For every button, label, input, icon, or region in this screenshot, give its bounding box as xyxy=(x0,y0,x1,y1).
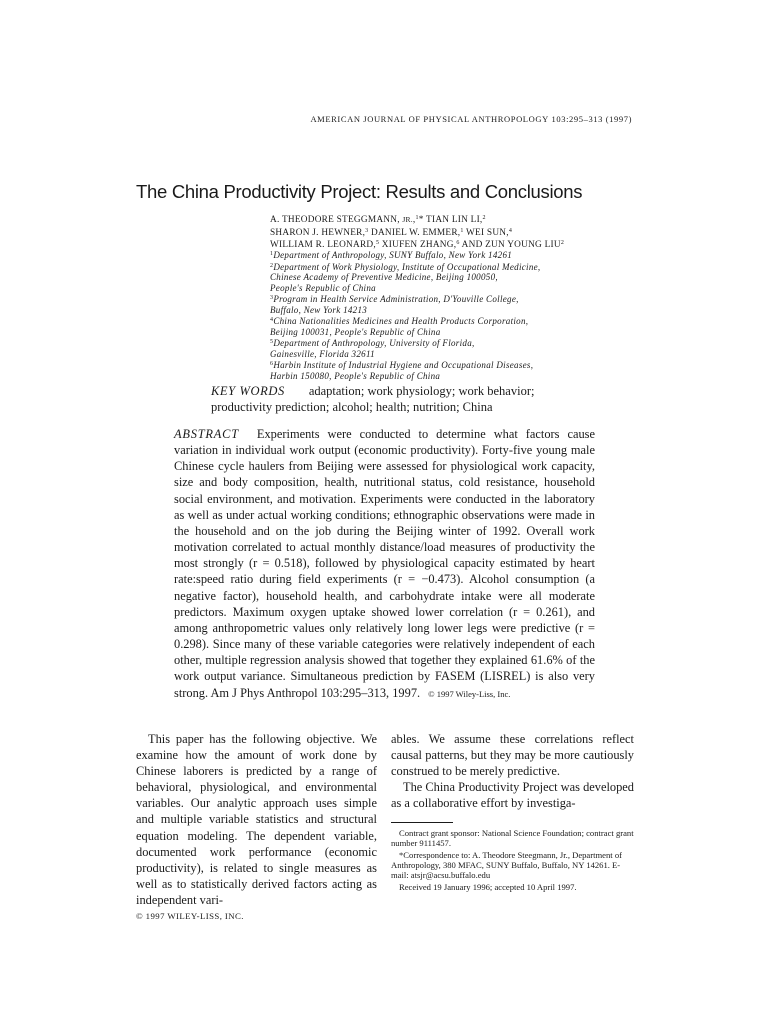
affiliation-line xyxy=(270,293,650,305)
affiliation-line xyxy=(270,272,650,283)
author-line-2 xyxy=(270,226,690,239)
author-name: AND ZUN YOUNG LIU xyxy=(459,240,561,251)
keywords-text: productivity prediction; alcohol; health; nutrition; China xyxy=(211,400,493,414)
keywords-label: KEY WORDS xyxy=(211,384,285,398)
affiliation-list xyxy=(270,249,650,381)
affiliation-line xyxy=(270,305,650,316)
body-column-left: This paper has the following objective. We examine how the amount of work done by Chinese laborers is predicted by a range of behavioral, physiological, and environmental variables. Our analytic approach uses simple and multiple variable statistics and structural equation modeling. The dependent variable, documented work performance (economic productivity), is related to single measures as well as to statistically derived factors acting as independent vari- xyxy=(136,732,377,907)
affiliation-line xyxy=(270,249,650,261)
keywords-line-1 xyxy=(211,383,571,399)
abstract-label: ABSTRACT xyxy=(174,427,239,441)
author-line-1 xyxy=(270,213,690,226)
affiliation-number: 4 xyxy=(270,317,274,323)
affiliation-number: 5 xyxy=(270,339,274,345)
affiliation-text: Department of Work Physiology, Institute of Occupational Medicine, xyxy=(273,261,541,272)
affiliation-marker: 1 xyxy=(415,215,419,221)
author-list xyxy=(270,213,690,251)
affiliation-number: 6 xyxy=(270,361,274,367)
affiliation-line xyxy=(270,371,650,382)
abstract-text: Experiments were conducted to determine what factors cause variation in individual work output (economic productivity). Forty-five young male Chinese cycle haulers from Beijing were assessed for physiological work capacity, size and body composition, health, nutritional status, cold resistance, household social environment, and motivation. Experiments were conducted in the laboratory as well as under actual working conditions; ethnographic observations were made in the household and on the job during the Beijing winter of 1992. Overall work motivation correlated to actual monthly distance/load measures of productivity the most strongly (r = 0.518), followed by physiological capacity estimated by heart rate:speed ratio during field experiments (r = −0.473). Alcohol consumption (a negative factor), household health, and carbohydrate intake were all moderate predictors. Maximum oxygen uptake showed lower correlation (r = 0.261), and among anthropometric values only relatively long lower legs were predictive (r = 0.298). Since many of these variable categories were relatively independent of each other, multiple regression analysis showed that together they explained 61.6% of the work output variance. Simultaneous prediction by FASEM (LISREL) is also very strong. Am J Phys Anthropol 103:295–313, 1997. xyxy=(174,427,595,700)
affiliation-text: Buffalo, New York 14213 xyxy=(270,304,368,315)
footnote-received: Received 19 January 1996; accepted 10 April 1997. xyxy=(399,882,577,893)
body-column-right xyxy=(391,731,634,811)
author-name: DANIEL W. EMMER, xyxy=(368,227,461,238)
footnote-grant: Contract grant sponsor: National Science Foundation; contract grant number 9111457. xyxy=(391,828,634,849)
footnote-divider xyxy=(391,822,453,823)
abstract-block xyxy=(174,426,595,702)
affiliation-text: Harbin 150080, People's Republic of China xyxy=(270,370,441,381)
author-name: * TIAN LIN LI, xyxy=(418,215,483,225)
affiliation-marker: 5 xyxy=(375,240,380,247)
keywords-text: adaptation; work physiology; work behavior; xyxy=(308,384,535,398)
affiliation-line xyxy=(270,327,650,338)
author-sep: , xyxy=(412,215,416,225)
author-suffix: JR. xyxy=(402,215,413,224)
affiliation-line xyxy=(270,337,650,349)
affiliation-marker: 3 xyxy=(365,227,369,234)
journal-name: AMERICAN JOURNAL OF PHYSICAL ANTHROPOLOGY xyxy=(310,114,549,124)
author-name: WILLIAM R. LEONARD, xyxy=(270,240,376,251)
affiliation-text: China Nationalities Medicines and Health Products Corporation, xyxy=(273,316,529,326)
affiliation-text: Chinese Academy of Preventive Medicine, Beijing 100050, xyxy=(270,272,498,282)
affiliation-marker: 2 xyxy=(482,215,486,221)
affiliation-text: People's Republic of China xyxy=(270,282,376,293)
affiliation-line xyxy=(270,315,650,327)
running-header xyxy=(310,114,632,124)
journal-citation: 103:295–313 (1997) xyxy=(551,114,632,124)
affiliation-line xyxy=(270,283,650,294)
affiliation-marker: 6 xyxy=(456,240,460,247)
affiliation-marker: 4 xyxy=(508,227,513,234)
abstract-copyright: © 1997 Wiley-Liss, Inc. xyxy=(428,688,511,699)
affiliation-marker: 2 xyxy=(560,240,565,247)
author-name: SHARON J. HEWNER, xyxy=(270,227,366,238)
affiliation-text: Program in Health Service Administration, D'Youville College, xyxy=(273,294,519,304)
author-name: WEI SUN, xyxy=(463,227,509,238)
affiliation-text: Beijing 100031, People's Republic of China xyxy=(270,326,441,337)
keywords-block xyxy=(211,383,571,415)
affiliation-text: Harbin Institute of Industrial Hygiene and Occupational Diseases, xyxy=(273,360,534,370)
author-name: A. THEODORE STEGGMANN, xyxy=(270,215,403,225)
affiliation-line xyxy=(270,349,650,360)
footnotes xyxy=(391,828,634,895)
affiliation-text: Department of Anthropology, University of Florida, xyxy=(273,338,475,348)
affiliation-number: 3 xyxy=(270,295,274,301)
author-name: XIUFEN ZHANG, xyxy=(379,240,457,251)
body-paragraph: The China Productivity Project was developed as a collaborative effort by investiga- xyxy=(391,780,634,811)
affiliation-text: Department of Anthropology, SUNY Buffalo, New York 14261 xyxy=(273,250,513,260)
affiliation-number: 2 xyxy=(270,262,274,269)
affiliation-number: 1 xyxy=(270,251,274,257)
affiliation-line xyxy=(270,261,650,273)
affiliation-marker: 1 xyxy=(460,227,464,234)
copyright-footer: © 1997 WILEY-LISS, INC. xyxy=(136,911,244,921)
affiliation-line xyxy=(270,359,650,371)
affiliation-text: Gainesville, Florida 32611 xyxy=(270,348,375,359)
body-paragraph: ables. We assume these correlations reflect causal patterns, but they may be more cautiously construed to be merely predictive. xyxy=(391,732,634,779)
footnote-correspondence: *Correspondence to: A. Theodore Steegmann, Jr., Department of Anthropology, 380 MFAC, SUNY Buffalo, Buffalo, NY 14261. E-mail: atsjr@acsu.buffalo.edu xyxy=(391,850,622,881)
article-title: The China Productivity Project: Results and Conclusions xyxy=(136,181,583,202)
